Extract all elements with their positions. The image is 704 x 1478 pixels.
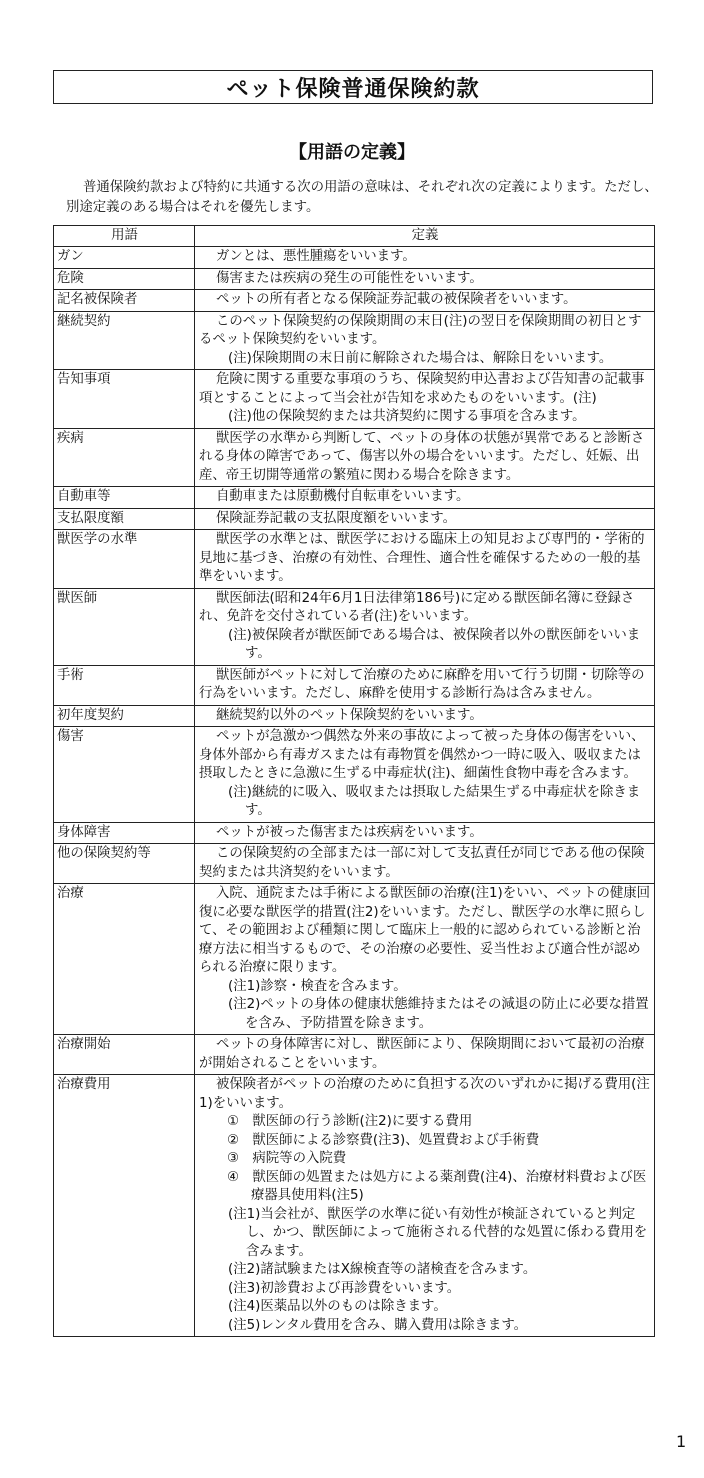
table-row xyxy=(54,822,655,844)
definition-text: この保険契約の全部または一部に対して支払責任が同じである他の保険契約または共済契約をいいます。 xyxy=(199,846,645,880)
term-cell: 獣医学の水準 xyxy=(54,530,195,589)
definition-cell xyxy=(195,508,655,530)
definition-text: 被保険者がペットの治療のために負担する次のいずれかに掲げる費用(注1)をいいます。 xyxy=(199,1077,650,1111)
definition-text: 保険証券記載の支払限度額をいいます。 xyxy=(216,510,456,526)
term-cell: 治療 xyxy=(54,884,195,1035)
table-row xyxy=(54,1035,655,1075)
table-row xyxy=(54,588,655,665)
table-row xyxy=(54,247,655,269)
definition-cell xyxy=(195,428,655,487)
definition-cell xyxy=(195,1075,655,1337)
term-cell: 獣医師 xyxy=(54,588,195,665)
list-item: ③ 病院等の入院費 xyxy=(227,1151,347,1166)
footnote: (注4)医薬品以外のものは除きます。 xyxy=(228,1299,447,1314)
list-item: ① 獣医師の行う診断(注2)に要する費用 xyxy=(227,1114,473,1129)
definition-text: ペットが急激かつ偶然な外来の事故によって被った身体の傷害をいい、身体外部から有毒ガスまたは有毒物質を偶然かつ一時に吸入、吸収または摂取したときに急激に生ずる中毒症状(注)、細菌性食物中毒を含みます。 xyxy=(199,729,645,781)
term-cell: 継続契約 xyxy=(54,311,195,370)
header-term: 用語 xyxy=(54,226,195,247)
definitions-table xyxy=(53,225,655,1337)
term-cell: 初年度契約 xyxy=(54,705,195,727)
definition-cell xyxy=(195,588,655,665)
definition-cell xyxy=(195,290,655,312)
table-row xyxy=(54,530,655,589)
definition-cell xyxy=(195,268,655,290)
definition-text: 危険に関する重要な事項のうち、保険契約申込書および告知書の記載事項とすることによって当会社が告知を求めたものをいいます。(注) xyxy=(199,372,645,406)
term-cell: ガン xyxy=(54,247,195,269)
table-row xyxy=(54,268,655,290)
definition-text: 獣医師がペットに対して治療のために麻酔を用いて行う切開・切除等の行為をいいます。ただし、麻酔を使用する診断行為は含みません。 xyxy=(199,667,645,701)
footnote: (注3)初診費および再診費をいいます。 xyxy=(228,1280,461,1296)
definition-text: このペット保険契約の保険期間の末日(注)の翌日を保険期間の初日とするペット保険契約をいいます。 xyxy=(199,313,642,347)
table-header-row xyxy=(54,226,655,247)
definition-text: 自動車または原動機付自転車をいいます。 xyxy=(216,489,470,504)
intro-paragraph: 普通保険約款および特約に共通する次の用語の意味は、それぞれ次の定義によります。ただし、別途定義のある場合はそれを優先します。 xyxy=(66,180,658,215)
definition-text: ペットの所有者となる保険証券記載の被保険者をいいます。 xyxy=(216,292,577,307)
definition-cell xyxy=(195,844,655,884)
term-cell: 手術 xyxy=(54,665,195,705)
definition-cell xyxy=(195,247,655,269)
definition-text: ガンとは、悪性腫瘍をいいます。 xyxy=(216,249,416,264)
definition-text: 傷害または疾病の発生の可能性をいいます。 xyxy=(216,270,483,286)
definition-text: 獣医学の水準から判断して、ペットの身体の状態が異常であると診断される身体の障害であって、傷害以外の場合をいいます。ただし、妊娠、出産、帝王切開等通常の繁殖に関わる場合を除きます。 xyxy=(199,430,645,483)
definition-cell xyxy=(195,822,655,844)
table-row xyxy=(54,844,655,884)
list-item: ② 獣医師による診察費(注3)、処置費および手術費 xyxy=(227,1132,540,1148)
definition-cell xyxy=(195,311,655,370)
header-definition: 定義 xyxy=(195,226,655,247)
table-row xyxy=(54,311,655,370)
table-row xyxy=(54,370,655,429)
definition-note: (注)被保険者が獣医師である場合は、被保険者以外の獣医師をいいます。 xyxy=(228,627,641,661)
term-cell: 治療開始 xyxy=(54,1035,195,1075)
definition-text: ペットの身体障害に対し、獣医師により、保険期間において最初の治療が開始されることをいいます。 xyxy=(199,1037,645,1071)
term-cell: 告知事項 xyxy=(54,370,195,429)
list-item: ④ 獣医師の処置または処方による薬剤費(注4)、治療材料費および医療器具使用料(注5) xyxy=(227,1169,647,1203)
definition-note: (注)継続的に吸入、吸収または摂取した結果生ずる中毒症状を除きます。 xyxy=(228,784,641,818)
definition-text: 継続契約以外のペット保険契約をいいます。 xyxy=(216,707,483,723)
term-cell: 傷害 xyxy=(54,727,195,823)
section-heading: 【用語の定義】 xyxy=(289,142,415,163)
term-cell: 危険 xyxy=(54,268,195,290)
definition-text: 獣医学の水準とは、獣医学における臨床上の知見および専門的・学術的見地に基づき、治療の有効性、合理性、適合性を確保するための一般的基準をいいます。 xyxy=(199,532,645,584)
footnote: (注5)レンタル費用を含み、購入費用は除きます。 xyxy=(228,1317,528,1333)
page-number: 1 xyxy=(676,1432,687,1451)
definition-cell xyxy=(195,487,655,509)
definition-note: (注)他の保険契約または共済契約に関する事項を含みます。 xyxy=(228,409,586,424)
table-row xyxy=(54,705,655,727)
definition-note: (注)保険期間の末日前に解除された場合は、解除日をいいます。 xyxy=(228,350,613,366)
definition-note: (注1)診察・検査を含みます。 xyxy=(228,978,407,994)
footnote: (注2)諸試験またはX線検査等の諸検査を含みます。 xyxy=(228,1262,537,1277)
table-row xyxy=(54,727,655,823)
definition-cell xyxy=(195,665,655,705)
table-row xyxy=(54,665,655,705)
definition-cell xyxy=(195,727,655,823)
footnote: (注1)当会社が、獣医学の水準に従い有効性が検証されていると判定し、かつ、獣医師によって施術される代替的な処置に係わる費用を含みます。 xyxy=(228,1206,648,1259)
definition-cell xyxy=(195,370,655,429)
definition-text: 獣医師法(昭和24年6月1日法律第186号)に定める獣医師名簿に登録され、免許を交付されている者(注)をいいます。 xyxy=(199,590,635,624)
definition-cell xyxy=(195,705,655,727)
table-row xyxy=(54,884,655,1035)
definition-cell xyxy=(195,530,655,589)
table-row xyxy=(54,428,655,487)
table-row xyxy=(54,1075,655,1337)
table-row xyxy=(54,508,655,530)
table-row xyxy=(54,290,655,312)
definition-note: (注2)ペットの身体の健康状態維持またはその減退の防止に必要な措置を含み、予防措置を除きます。 xyxy=(228,997,649,1031)
document-title: ペット保険普通保険約款 xyxy=(53,70,653,104)
term-cell: 他の保険契約等 xyxy=(54,844,195,884)
definition-cell xyxy=(195,884,655,1035)
term-cell: 支払限度額 xyxy=(54,508,195,530)
term-cell: 治療費用 xyxy=(54,1075,195,1337)
term-cell: 自動車等 xyxy=(54,487,195,509)
definition-text: ペットが被った傷害または疾病をいいます。 xyxy=(216,824,483,840)
term-cell: 疾病 xyxy=(54,428,195,487)
term-cell: 記名被保険者 xyxy=(54,290,195,312)
definition-cell xyxy=(195,1035,655,1075)
definition-text: 入院、通院または手術による獣医師の治療(注1)をいい、ペットの健康回復に必要な獣医学的措置(注2)をいいます。ただし、獣医学の水準に照らして、その範囲および種類に関して臨床上一般的に認められている診断と治療方法に相当するもので、その治療の必要性、妥当性および適合性が認められる治療に限ります。 xyxy=(199,886,651,975)
table-row xyxy=(54,487,655,509)
term-cell: 身体障害 xyxy=(54,822,195,844)
